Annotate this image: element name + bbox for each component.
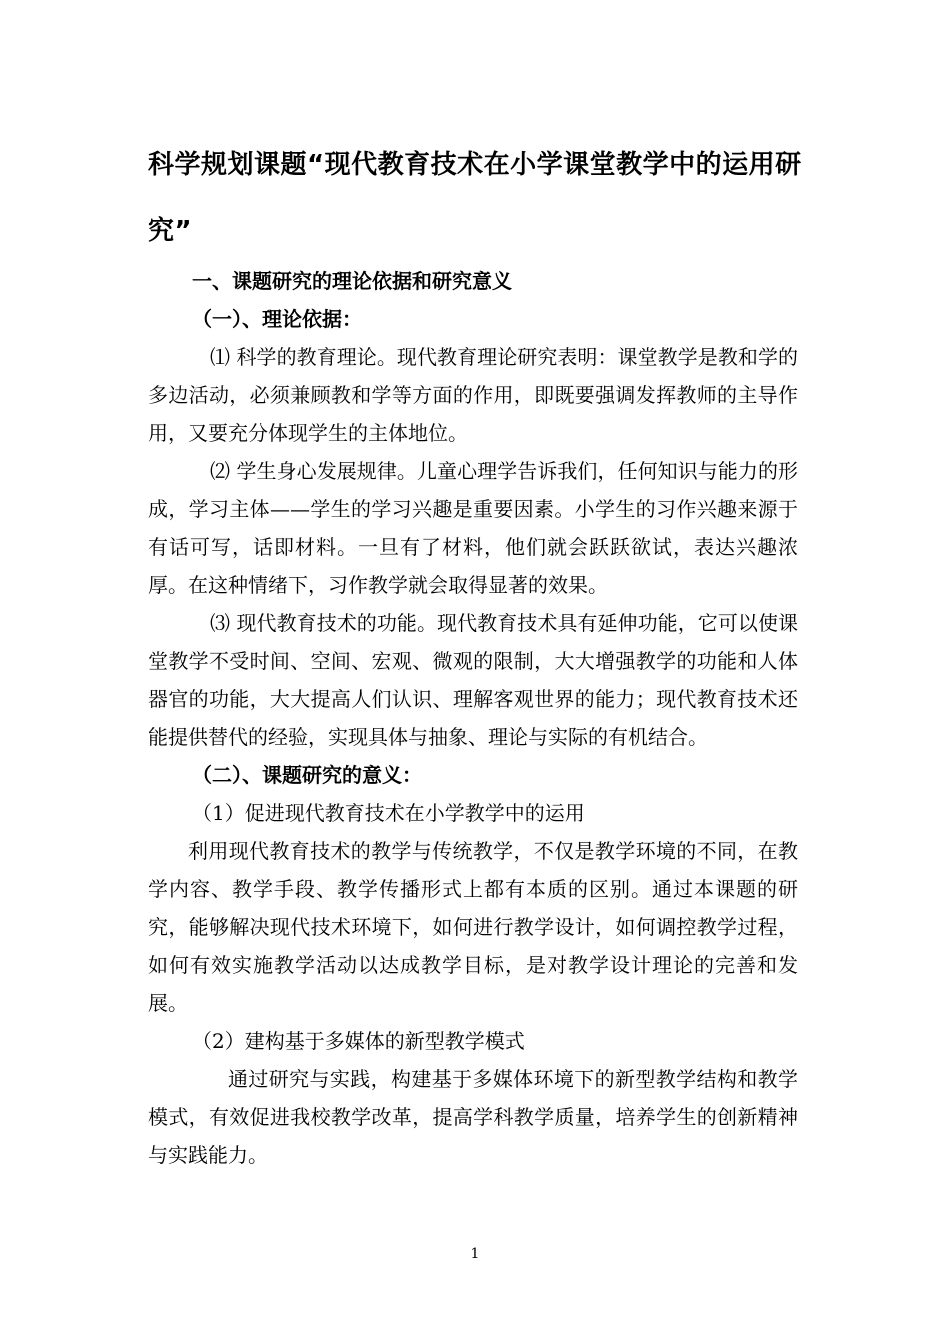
document-body — [148, 262, 798, 1174]
paragraph-significance-1: 利用现代教育技术的教学与传统教学，不仅是教学环境的不同，在教学内容、教学手段、教学传播形式上都有本质的区别。通过本课题的研究，能够解决现代技术环境下，如何进行教学设计，如何调控教学过程，如何有效实施教学活动以达成教学目标，是对教学设计理论的完善和发展。 — [148, 839, 798, 1015]
page-number: 1 — [470, 1246, 480, 1262]
subsection-heading-significance: （二）、课题研究的意义： — [192, 763, 422, 787]
document-title: 科学规划课题“现代教育技术在小学课堂教学中的运用研究” — [148, 150, 802, 246]
section-heading-1: 一、课题研究的理论依据和研究意义 — [192, 269, 512, 293]
paragraph-theory-3: ⑶ 现代教育技术的功能。现代教育技术具有延伸功能，它可以使课堂教学不受时间、空间、宏观、微观的限制，大大增强教学的功能和人体器官的功能，大大提高人们认识、理解客观世界的能力；现代教育技术还能提供替代的经验，实现具体与抽象、理论与实际的有机结合。 — [148, 611, 798, 749]
subsection-heading-theory: （一）、理论依据： — [192, 307, 362, 331]
paragraph-significance-2: 通过研究与实践，构建基于多媒体环境下的新型教学结构和教学模式，有效促进我校教学改革，提高学科教学质量，培养学生的创新精神与实践能力。 — [148, 1067, 798, 1167]
paragraph-theory-2: ⑵ 学生身心发展规律。儿童心理学告诉我们，任何知识与能力的形成，学习主体——学生的学习兴趣是重要因素。小学生的习作兴趣来源于有话可写，话即材料。一旦有了材料，他们就会跃跃欲试，表达兴趣浓厚。在这种情绪下，习作教学就会取得显著的效果。 — [148, 459, 798, 597]
item-heading-1: （1）促进现代教育技术在小学教学中的运用 — [192, 801, 585, 825]
paragraph-theory-1: ⑴ 科学的教育理论。现代教育理论研究表明：课堂教学是教和学的多边活动，必须兼顾教和学等方面的作用，即既要强调发挥教师的主导作用，又要充分体现学生的主体地位。 — [148, 345, 798, 445]
item-heading-2: （2）建构基于多媒体的新型教学模式 — [192, 1029, 525, 1053]
